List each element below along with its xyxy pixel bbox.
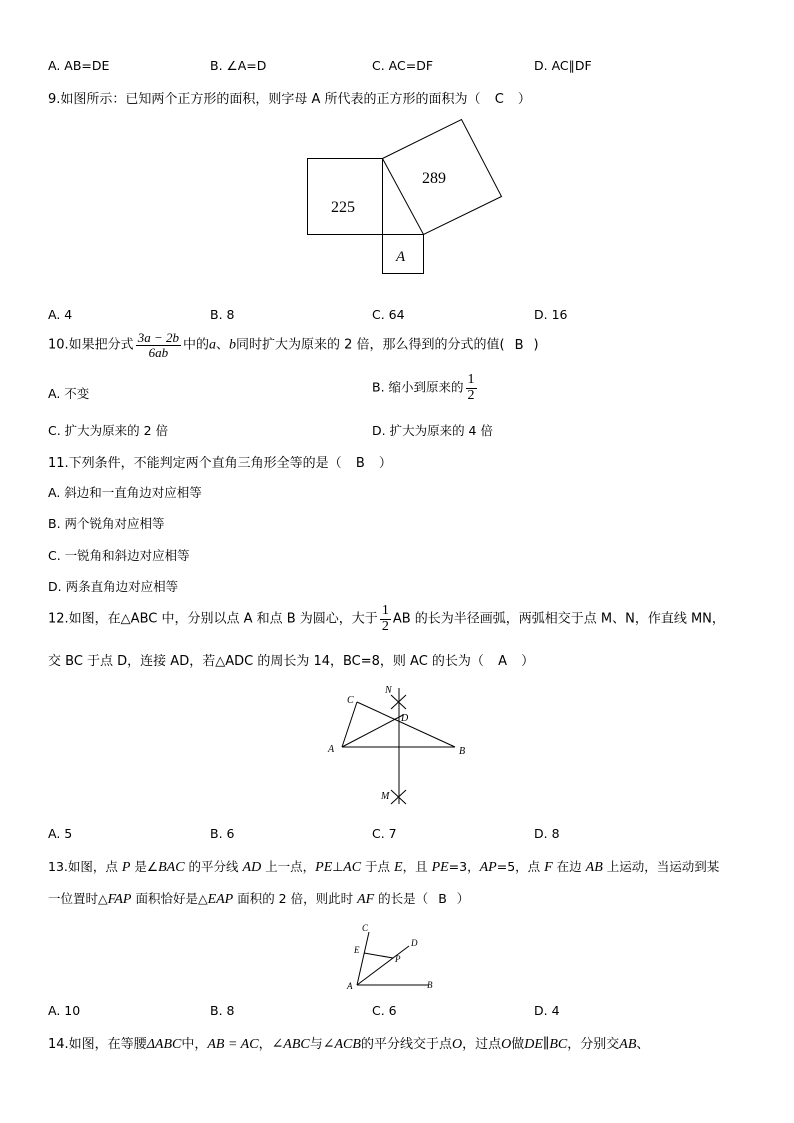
q10-option-b-fraction: [466, 373, 477, 403]
q12-line2: [48, 650, 534, 669]
q12-option-c: C. 7: [372, 826, 397, 841]
q9-figure: [300, 115, 510, 280]
q13-p: P: [121, 860, 131, 875]
q12-line1: [48, 604, 725, 634]
q14-o2: O: [501, 1037, 512, 1052]
q13-pe2: PE: [431, 860, 449, 875]
q13-ab: AB: [585, 860, 603, 875]
label-d: D: [411, 938, 418, 948]
q9-answer: C: [494, 92, 504, 107]
q13-option-d: D. 4: [534, 1003, 560, 1018]
label-d: D: [401, 713, 409, 724]
q14-eq: AB = AC: [207, 1037, 259, 1052]
q12-option-b: B. 6: [210, 826, 235, 841]
label-m: M: [381, 791, 390, 802]
q13-t11: 上运动，当运动到某: [602, 859, 720, 874]
q12-line1-prefix: 12.如图，在△ABC 中，分别以点 A 和点 B 为圆心，大于: [48, 611, 378, 627]
q14-t2: 中，: [181, 1037, 208, 1052]
q14-ang2: ∠ACB: [322, 1037, 361, 1052]
label-225: 225: [331, 199, 355, 216]
q12-line1-suffix: AB 的长为半径画弧，两弧相交于点 M、N，作直线 MN，: [392, 611, 725, 627]
q13-line2: [48, 889, 469, 908]
q12-close: ）: [521, 654, 535, 669]
q14-t7: 做: [511, 1037, 525, 1052]
q11-option-c: C. 一锐角和斜边对应相等: [48, 548, 190, 563]
q13-figure: [340, 920, 440, 995]
q13-eap: EAP: [207, 892, 234, 907]
q14-t1: 14.如图，在等腰: [48, 1037, 147, 1052]
q9-option-a: A. 4: [48, 307, 73, 322]
q8-option-c: C. AC=DF: [372, 58, 434, 73]
q10-frac-den: 6ab: [148, 344, 169, 360]
q12-frac-den: 2: [381, 618, 389, 634]
label-a: A: [347, 981, 353, 991]
label-b: B: [459, 746, 466, 757]
q14-ang1: ∠ABC: [271, 1037, 310, 1052]
q13-t8: =3，: [448, 859, 480, 874]
q12-line2-text: 交 BC 于点 D，连接 AD，若△ADC 的周长为 14，BC=8，则 AC 的长为（: [48, 654, 484, 669]
q10-var-a: a: [208, 337, 216, 353]
q14-o1: O: [451, 1037, 463, 1052]
q10-option-d: D. 扩大为原来的 4 倍: [372, 423, 493, 438]
q13-answer: B: [438, 891, 447, 906]
segment-pe: [364, 953, 393, 958]
q12-figure: [320, 680, 480, 810]
q13-t14: 面积的 2 倍，则此时: [233, 891, 358, 906]
q10-option-c: C. 扩大为原来的 2 倍: [48, 423, 169, 438]
q8-option-b: B. ∠A=D: [210, 58, 267, 73]
q13-option-c: C. 6: [372, 1003, 397, 1018]
q10-frac-num: 3a − 2b: [137, 330, 179, 345]
q10-option-b: [372, 373, 479, 403]
q14-tri: ΔABC: [146, 1037, 182, 1052]
q11-question: [48, 452, 392, 471]
q14-ab: AB: [619, 1037, 637, 1052]
q14-t8: ，分别交: [567, 1037, 620, 1052]
q10-option-a: A. 不变: [48, 386, 90, 401]
q13-pe: PE: [315, 860, 333, 875]
q14-line1: [48, 1033, 649, 1053]
q10-option-b-prefix: B. 缩小到原来的: [372, 379, 464, 395]
q13-option-a: A. 10: [48, 1003, 81, 1018]
label-c: C: [362, 923, 369, 933]
q13-line1: [48, 857, 719, 876]
label-b: B: [427, 980, 433, 990]
q11-option-a: A. 斜边和一直角边对应相等: [48, 485, 202, 500]
q11-option-b: B. 两个锐角对应相等: [48, 516, 165, 531]
q14-de: DE∥BC: [524, 1037, 568, 1052]
q10-question: [48, 331, 539, 359]
q9-option-c: C. 64: [372, 307, 405, 322]
label-e: E: [354, 945, 360, 955]
q13-f: F: [544, 860, 553, 875]
q12-fraction: [380, 604, 391, 634]
q13-t6: 于点: [361, 859, 395, 874]
q13-t15: 的长是（: [374, 891, 429, 906]
q13-t4: 上一点，: [261, 859, 316, 874]
q13-fap: FAP: [107, 892, 132, 907]
q10-fraction: [136, 331, 181, 359]
label-c: C: [347, 695, 354, 706]
q8-option-d: D. AC∥DF: [534, 58, 592, 73]
q10-option-b-num: 1: [467, 372, 475, 387]
label-289: 289: [422, 170, 446, 187]
q13-af: AF: [357, 892, 375, 907]
label-a: A: [396, 249, 406, 265]
q11-close: ）: [378, 456, 392, 471]
q11-option-d: D. 两条直角边对应相等: [48, 579, 179, 594]
label-a: A: [328, 744, 335, 755]
q9-close: ）: [517, 92, 531, 107]
q10-prefix: 10.如果把分式: [48, 337, 134, 353]
q13-e: E: [394, 860, 403, 875]
q13-bac: BAC: [158, 860, 185, 875]
q13-option-b: B. 8: [210, 1003, 235, 1018]
q14-t5: 的平分线交于点: [360, 1037, 452, 1052]
q13-t3: 的平分线: [184, 859, 243, 874]
q14-t9: 、: [636, 1037, 650, 1052]
q11-answer: B: [355, 456, 365, 471]
q9-question: [48, 88, 531, 107]
q8-option-a: A. AB=DE: [48, 58, 110, 73]
q14-t4: 与: [309, 1037, 323, 1052]
q10-var-b: b: [229, 337, 236, 353]
q10-answer: B: [514, 337, 524, 353]
q13-t10: 在边: [552, 859, 586, 874]
label-n: N: [385, 685, 392, 696]
q14-t3: ，: [258, 1037, 272, 1052]
q13-close: ）: [456, 891, 470, 906]
q10-sep: 、: [215, 337, 229, 353]
q13-ac: AC: [343, 860, 362, 875]
q13-t9: =5，点: [496, 859, 545, 874]
q13-ap: AP: [479, 860, 497, 875]
q13-t7: ，且: [402, 859, 432, 874]
q10-option-b-den: 2: [467, 387, 475, 403]
square-225: [308, 159, 383, 235]
q12-option-a: A. 5: [48, 826, 73, 841]
q9-text: 9.如图所示：已知两个正方形的面积，则字母 A 所代表的正方形的面积为（: [48, 92, 481, 107]
q13-t2: 是∠: [130, 859, 159, 874]
q12-answer: A: [498, 654, 507, 669]
q10-close: ): [533, 337, 539, 353]
q12-frac-num: 1: [381, 603, 389, 618]
q13-t13: 面积恰好是△: [131, 891, 208, 906]
q13-t5: ⊥: [332, 859, 344, 874]
label-p: P: [395, 954, 401, 964]
q10-mid2: 同时扩大为原来的 2 倍，那么得到的分式的值(: [236, 337, 505, 353]
q14-t6: ，过点: [462, 1037, 502, 1052]
q12-option-d: D. 8: [534, 826, 560, 841]
q13-ad: AD: [242, 860, 262, 875]
q9-option-d: D. 16: [534, 307, 568, 322]
q10-mid1: 中的: [182, 337, 209, 353]
q11-text: 11.下列条件，不能判定两个直角三角形全等的是（: [48, 456, 342, 471]
q9-option-b: B. 8: [210, 307, 235, 322]
q13-t1: 13.如图，点: [48, 859, 122, 874]
q13-t12: 一位置时△: [48, 891, 108, 906]
